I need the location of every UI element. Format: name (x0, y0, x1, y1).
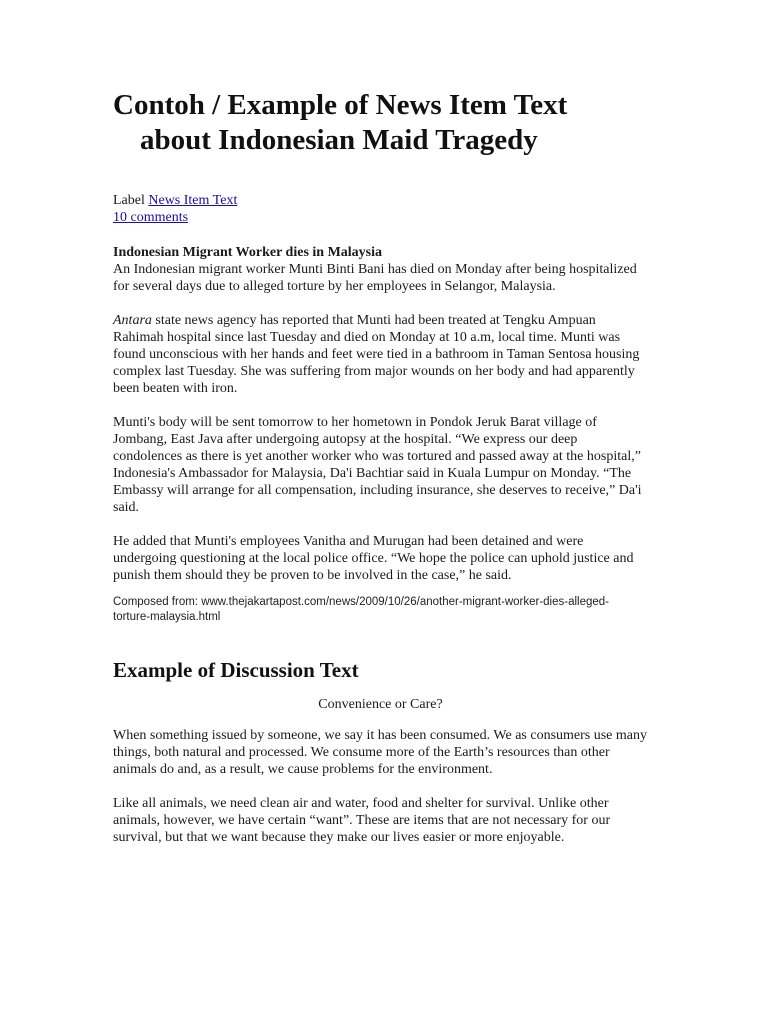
page-title-line2: about Indonesian Maid Tragedy (140, 124, 538, 156)
discussion-paragraph-1: When something issued by someone, we say it has been consumed. We as consumers use many things, both natural and processed. We consume more of the Earth’s resources than other animals do and, as a result, we cause problems for the environment. (113, 728, 648, 777)
discussion-section-title: Example of Discussion Text (113, 658, 359, 682)
comments-link[interactable]: 10 comments (113, 210, 189, 225)
discussion-text (113, 727, 648, 846)
news-agency-name: Antara (113, 313, 152, 328)
label-row (113, 192, 653, 209)
page-title (113, 88, 653, 158)
document-page (113, 88, 653, 863)
label-prefix: Label (113, 193, 149, 208)
article-paragraph-3: Munti's body will be sent tomorrow to her hometown in Pondok Jeruk Barat village of Jombang, East Java after undergoing autopsy at the hospital. “We express our deep condolences as there is yet another worker who was tortured and passed away at the hospital,” Indonesia's Ambassador for Malaysia, Da'i Bachtiar said in Kuala Lumpur on Monday. “The Embassy will arrange for all compensation, including insurance, she deserves to receive,” Da'i said. (113, 415, 642, 515)
article-headline: Indonesian Migrant Worker dies in Malaysia (113, 245, 383, 260)
article-paragraph-4: He added that Munti's employees Vanitha and Murugan had been detained and were undergoing questioning at the local police office. “We hope the police can uphold justice and punish them should they be proven to be involved in the case,” he said. (113, 534, 634, 583)
post-meta (113, 192, 653, 226)
label-link[interactable]: News Item Text (148, 193, 238, 208)
page-title-line1: Contoh / Example of News Item Text (113, 89, 568, 121)
article-paragraph-1: An Indonesian migrant worker Munti Binti Bani has died on Monday after being hospitalized for several days due to alleged torture by her employees in Selangor, Malaysia. (113, 262, 637, 294)
article-paragraph-2-text: state news agency has reported that Munti had been treated at Tengku Ampuan Rahimah hospital since last Tuesday and died on Monday at 10 a.m, local time. Munti was found unconscious with her hands and feet were tied in a bathroom in Taman Sentosa housing complex last Tuesday. She was suffering from major wounds on her body and had apparently been beaten with iron. (113, 313, 640, 396)
source-note: Composed from: www.thejakartapost.com/news/2009/10/26/another-migrant-worker-dies-alleged-torture-malaysia.html (113, 596, 610, 623)
discussion-subtitle: Convenience or Care? (318, 697, 443, 712)
news-article (113, 244, 648, 584)
discussion-paragraph-2: Like all animals, we need clean air and water, food and shelter for survival. Unlike other animals, however, we have certain “want”. These are items that are not necessary for our survival, but that we want because they make our lives easier or more enjoyable. (113, 796, 611, 845)
comments-row (113, 209, 653, 226)
article-paragraph-2 (113, 312, 648, 397)
